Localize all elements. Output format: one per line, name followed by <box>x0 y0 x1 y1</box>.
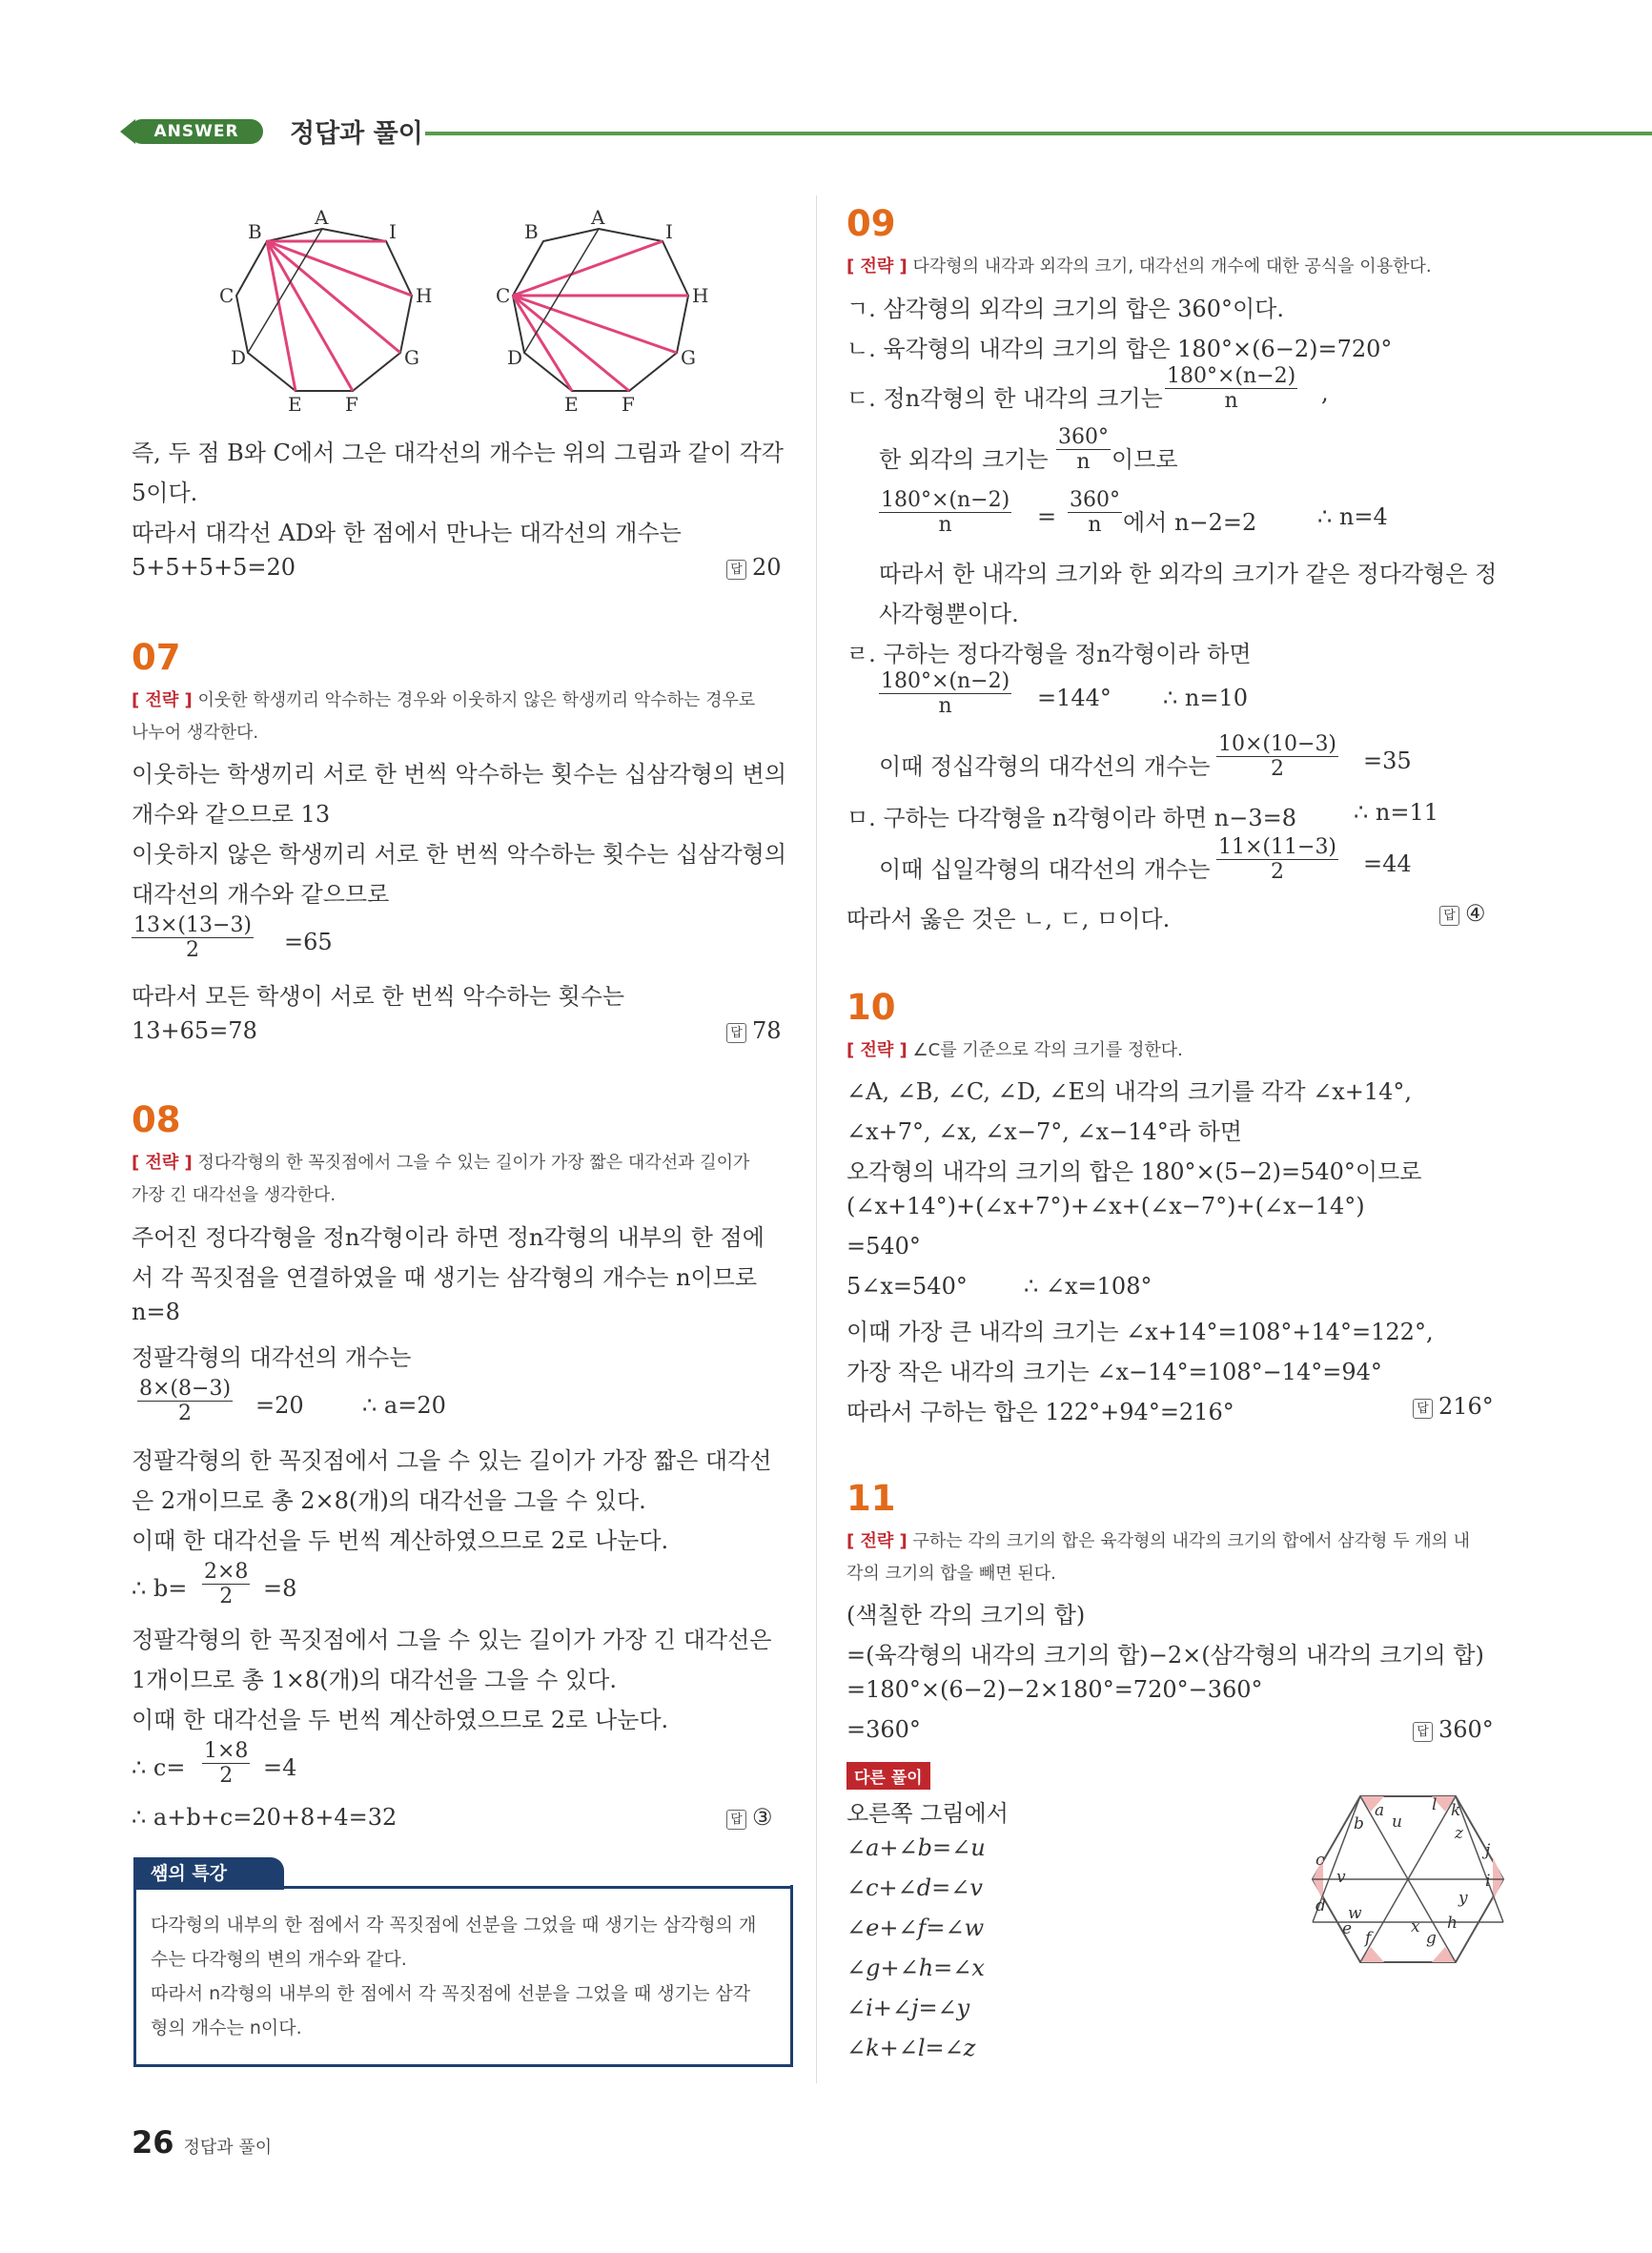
q09-line: ㄴ. 육각형의 내각의 크기의 합은 180°×(6−2)=720° <box>846 336 1393 362</box>
q07-line: 따라서 모든 학생이 서로 한 번씩 악수하는 횟수는 <box>132 983 625 1010</box>
header-title: 정답과 풀이 <box>290 119 423 149</box>
q06-line: 따라서 대각선 AD와 한 점에서 만나는 대각선의 개수는 <box>132 520 682 546</box>
q09-then: ∴ n=4 <box>1317 503 1388 530</box>
q11-alt-line: ∠a+∠b=∠u <box>846 1834 986 1861</box>
q11-line: =360° <box>846 1716 921 1743</box>
fraction-then: ∴ n=10 <box>1163 685 1249 711</box>
answer-icon: 답 <box>1413 1399 1433 1419</box>
q10-line: =540° <box>846 1233 921 1260</box>
strategy <box>132 1149 749 1174</box>
fig-label: u <box>1392 1813 1402 1832</box>
problem-number: 08 <box>132 1099 181 1140</box>
strategy-text: 각의 크기의 합을 빼면 된다. <box>846 1564 1056 1584</box>
q06-answer <box>726 554 782 581</box>
q11-line: (색칠한 각의 크기의 합) <box>846 1602 1086 1628</box>
q11-line: =180°×(6−2)−2×180°=720°−360° <box>846 1676 1263 1703</box>
strategy-label: [ 전략 ] <box>846 1040 908 1060</box>
header-rule <box>425 132 1652 135</box>
q06-line: 5+5+5+5=20 <box>132 554 296 581</box>
fig-label: D <box>507 346 523 369</box>
q09-line: ㄱ. 삼각형의 외각의 크기의 합은 360°이다. <box>846 296 1284 322</box>
answer-value: 20 <box>752 554 782 581</box>
strategy-text: 가장 긴 대각선을 생각한다. <box>132 1185 337 1205</box>
q10-line: ∠x+7°, ∠x, ∠x−7°, ∠x−14°라 하면 <box>846 1118 1242 1145</box>
strategy-text: 정다각형의 한 꼭짓점에서 그을 수 있는 길이가 가장 짧은 대각선과 길이가 <box>197 1153 750 1173</box>
fig-label: F <box>345 393 358 416</box>
fig-label: D <box>231 346 247 369</box>
q09-then: ∴ n=11 <box>1354 799 1439 826</box>
q10-then: ∴ ∠x=108° <box>1024 1273 1152 1300</box>
q08-line: ∴ a+b+c=20+8+4=32 <box>132 1804 398 1831</box>
strategy-label: [ 전략 ] <box>846 256 908 277</box>
strategy-label: [ 전략 ] <box>132 690 193 710</box>
q07-line: 대각선의 개수와 같으므로 <box>132 881 390 908</box>
q09-line: 한 외각의 크기는 <box>879 446 1049 473</box>
fraction: $\frac{360^\circ}{n}$ <box>1070 488 1120 537</box>
q09-line: 따라서 옳은 것은 ㄴ, ㄷ, ㅁ이다. <box>846 906 1171 932</box>
fraction-rest: =4 <box>263 1754 297 1781</box>
fig-label: z <box>1455 1824 1463 1843</box>
page-header <box>120 113 1652 151</box>
fig-label: d <box>1315 1896 1326 1915</box>
q08-line: 이때 한 대각선을 두 번씩 계산하였으므로 2로 나눈다. <box>132 1527 669 1554</box>
fraction: $\frac{180^\circ\times(n-2)}{n}$ <box>1167 364 1296 413</box>
fraction-rest: =44 <box>1363 850 1412 877</box>
q08-line: 1개이므로 총 1×8(개)의 대각선을 그을 수 있다. <box>132 1667 617 1693</box>
nonagon-right <box>513 229 688 391</box>
strategy-label: [ 전략 ] <box>132 1153 193 1173</box>
answer-icon: 답 <box>726 1023 746 1043</box>
fraction: $\frac{8\times(8-3)}{2}$ <box>139 1377 232 1425</box>
q08-line: 이때 한 대각선을 두 번씩 계산하였으므로 2로 나눈다. <box>132 1707 669 1733</box>
tip-title: 쌤의 특강 <box>133 1857 284 1890</box>
alt-solution-badge: 다른 풀이 <box>846 1762 930 1790</box>
fig-label: k <box>1451 1801 1461 1820</box>
q09-line: ㄹ. 구하는 정다각형을 정n각형이라 하면 <box>846 641 1252 667</box>
fig-label: C <box>496 284 511 307</box>
fig-label: e <box>1342 1919 1353 1938</box>
q08-line: 주어진 정다각형을 정n각형이라 하면 정n각형의 내부의 한 점에 <box>132 1224 765 1251</box>
answer-icon: 답 <box>726 1810 746 1830</box>
fig-label: E <box>564 393 579 416</box>
fraction-pre: ∴ b= <box>132 1575 188 1602</box>
q11-answer <box>1413 1716 1494 1743</box>
strategy-text: 구하는 각의 크기의 합은 육각형의 내각의 크기의 합에서 삼각형 두 개의 내 <box>912 1531 1471 1551</box>
fraction: $\frac{2\times 8}{2}$ <box>204 1560 249 1608</box>
strategy-text: 나누어 생각한다. <box>132 723 259 743</box>
q10-line: 이때 가장 큰 내각의 크기는 ∠x+14°=108°+14°=122°, <box>846 1319 1434 1345</box>
fig-label: B <box>248 220 262 243</box>
tip-line: 형의 개수는 n이다. <box>151 2017 302 2038</box>
fig-label: C <box>219 284 235 307</box>
fraction-rest: , <box>1321 379 1329 406</box>
hexagon-star-figure <box>1308 1789 1508 1970</box>
problem-number: 11 <box>846 1478 896 1519</box>
q07-answer <box>726 1017 782 1044</box>
fig-label: G <box>681 346 696 369</box>
strategy <box>846 253 1432 277</box>
fig-label: I <box>665 220 673 243</box>
fraction: $\frac{13\times(13-3)}{2}$ <box>133 913 253 962</box>
fraction: $\frac{1\times 8}{2}$ <box>204 1739 249 1788</box>
fig-label: H <box>416 284 433 307</box>
answer-value: ④ <box>1465 900 1486 927</box>
q11-alt-line: ∠i+∠j=∠y <box>846 1995 970 2021</box>
answer-value: 216° <box>1438 1393 1494 1420</box>
q08-line: 은 2개이므로 총 2×8(개)의 대각선을 그을 수 있다. <box>132 1487 646 1514</box>
fraction-pre: ∴ c= <box>132 1754 186 1781</box>
q11-alt-line: 오른쪽 그림에서 <box>846 1800 1009 1827</box>
q09-line: 사각형뿐이다. <box>879 601 1019 627</box>
column-divider <box>816 195 817 2083</box>
answer-badge: ANSWER <box>130 119 263 144</box>
fraction: $\frac{10\times(10-3)}{2}$ <box>1218 732 1337 781</box>
fraction: $\frac{180^\circ\times(n-2)}{n}$ <box>881 488 1010 537</box>
problem-number: 09 <box>846 203 896 244</box>
strategy-label: [ 전략 ] <box>846 1531 908 1551</box>
fig-label: v <box>1336 1868 1346 1887</box>
tip-line: 수는 다각형의 변의 개수와 같다. <box>151 1949 407 1970</box>
problem-number: 07 <box>132 637 181 678</box>
q09-line: 이때 정십각형의 대각선의 개수는 <box>879 753 1211 780</box>
q11-alt-line: ∠k+∠l=∠z <box>846 2035 976 2061</box>
answer-icon: 답 <box>1413 1722 1433 1742</box>
q08-line: 정팔각형의 한 꼭짓점에서 그을 수 있는 길이가 가장 짧은 대각선 <box>132 1447 772 1474</box>
q10-line: 가장 작은 내각의 크기는 ∠x−14°=108°−14°=94° <box>846 1359 1382 1385</box>
fig-label: F <box>622 393 635 416</box>
fig-label: B <box>524 220 539 243</box>
fraction: $\frac{11\times(11-3)}{2}$ <box>1218 835 1337 884</box>
fig-label: w <box>1348 1904 1362 1923</box>
fig-label: A <box>591 206 605 229</box>
fraction-pre: = <box>1037 503 1057 530</box>
q10-line: 5∠x=540° <box>846 1273 968 1300</box>
q10-line: (∠x+14°)+(∠x+7°)+∠x+(∠x−7°)+(∠x−14°) <box>846 1193 1365 1219</box>
q10-line: 오각형의 내각의 크기의 합은 180°×(5−2)=540°이므로 <box>846 1158 1422 1185</box>
q09-line: 따라서 한 내각의 크기와 한 외각의 크기가 같은 정다각형은 정 <box>879 561 1498 587</box>
fig-label: h <box>1447 1914 1458 1933</box>
strategy <box>132 686 755 711</box>
answer-icon: 답 <box>1439 906 1459 926</box>
page-footer <box>132 2124 272 2161</box>
q07-line: 이웃하는 학생끼리 서로 한 번씩 악수하는 횟수는 십삼각형의 변의 <box>132 761 786 788</box>
q09-line: ㅁ. 구하는 다각형을 n각형이라 하면 n−3=8 <box>846 805 1297 831</box>
q08-line: 정팔각형의 대각선의 개수는 <box>132 1344 412 1371</box>
fig-label: I <box>389 220 397 243</box>
fraction-rest: =20 <box>255 1392 304 1419</box>
fig-label: g <box>1426 1929 1437 1948</box>
q11-alt-line: ∠e+∠f=∠w <box>846 1915 985 1941</box>
strategy-text: 다각형의 내각과 외각의 크기, 대각선의 개수에 대한 공식을 이용한다. <box>912 256 1432 277</box>
fig-label: a <box>1375 1801 1385 1820</box>
page-number: 26 <box>132 2124 174 2161</box>
fig-label: y <box>1458 1889 1468 1908</box>
q11-alt-line: ∠g+∠h=∠x <box>846 1955 985 1981</box>
fraction-rest: =35 <box>1363 748 1412 774</box>
fraction-rest: 이므로 <box>1112 446 1178 473</box>
problem-number: 10 <box>846 987 896 1028</box>
fig-label: l <box>1432 1795 1438 1814</box>
footer-label: 정답과 풀이 <box>183 2138 273 2158</box>
q08-line: n=8 <box>132 1299 180 1325</box>
fig-label: H <box>692 284 709 307</box>
q09-line: ㄷ. 정n각형의 한 내각의 크기는 <box>846 385 1163 412</box>
q07-line: 이웃하지 않은 학생끼리 서로 한 번씩 악수하는 횟수는 십삼각형의 <box>132 841 786 868</box>
fig-label: b <box>1354 1814 1364 1833</box>
fraction: $\frac{360^\circ}{n}$ <box>1058 425 1109 474</box>
nonagon-left <box>236 229 412 391</box>
q07-line: 개수와 같으므로 13 <box>132 801 331 828</box>
strategy <box>846 1527 1470 1552</box>
tip-line: 다각형의 내부의 한 점에서 각 꼭짓점에 선분을 그었을 때 생기는 삼각형의 개 <box>151 1915 757 1936</box>
fig-label: i <box>1485 1872 1491 1891</box>
answer-value: 360° <box>1438 1716 1494 1743</box>
fraction-rest: =8 <box>263 1575 297 1602</box>
q11-line: =(육각형의 내각의 크기의 합)−2×(삼각형의 내각의 크기의 합) <box>846 1642 1484 1669</box>
q10-line: 따라서 구하는 합은 122°+94°=216° <box>846 1399 1234 1425</box>
fig-label: E <box>288 393 302 416</box>
q06-line: 5이다. <box>132 480 198 506</box>
q08-line: 서 각 꼭짓점을 연결하였을 때 생기는 삼각형의 개수는 n이므로 <box>132 1264 758 1291</box>
fraction: $\frac{180^\circ\times(n-2)}{n}$ <box>881 669 1010 718</box>
q06-line: 즉, 두 점 B와 C에서 그은 대각선의 개수는 위의 그림과 같이 각각 <box>132 440 784 466</box>
fig-label: j <box>1485 1841 1491 1860</box>
q08-line: 정팔각형의 한 꼭짓점에서 그을 수 있는 길이가 가장 긴 대각선은 <box>132 1627 772 1653</box>
q08-answer <box>726 1804 773 1831</box>
fraction-then: ∴ a=20 <box>362 1392 446 1419</box>
tip-line: 따라서 n각형의 내부의 한 점에서 각 꼭짓점에 선분을 그었을 때 생기는 삼각 <box>151 1983 751 2004</box>
strategy-text: ∠C를 기준으로 각의 크기를 정한다. <box>912 1040 1183 1060</box>
q09-answer <box>1439 900 1486 927</box>
fig-label: x <box>1411 1917 1420 1936</box>
strategy <box>846 1036 1183 1061</box>
answer-value: 78 <box>752 1017 782 1044</box>
q07-line: 13+65=78 <box>132 1017 257 1044</box>
fig-label: G <box>404 346 419 369</box>
fig-label: c <box>1315 1851 1325 1870</box>
fraction-rest: =144° <box>1037 685 1112 711</box>
answer-value: ③ <box>752 1804 773 1831</box>
fig-label: f <box>1365 1929 1372 1948</box>
fraction-rest: =65 <box>284 929 333 955</box>
nonagon-figures <box>210 200 709 416</box>
fig-label: A <box>315 206 329 229</box>
q11-alt-line: ∠c+∠d=∠v <box>846 1874 983 1901</box>
q10-answer <box>1413 1393 1494 1420</box>
strategy-text: 이웃한 학생끼리 악수하는 경우와 이웃하지 않은 학생끼리 악수하는 경우로 <box>197 690 756 710</box>
answer-icon: 답 <box>726 560 746 580</box>
q09-rest: 에서 n−2=2 <box>1123 509 1257 536</box>
q09-line: 이때 십일각형의 대각선의 개수는 <box>879 856 1211 883</box>
q10-line: ∠A, ∠B, ∠C, ∠D, ∠E의 내각의 크기를 각각 ∠x+14°, <box>846 1078 1413 1105</box>
